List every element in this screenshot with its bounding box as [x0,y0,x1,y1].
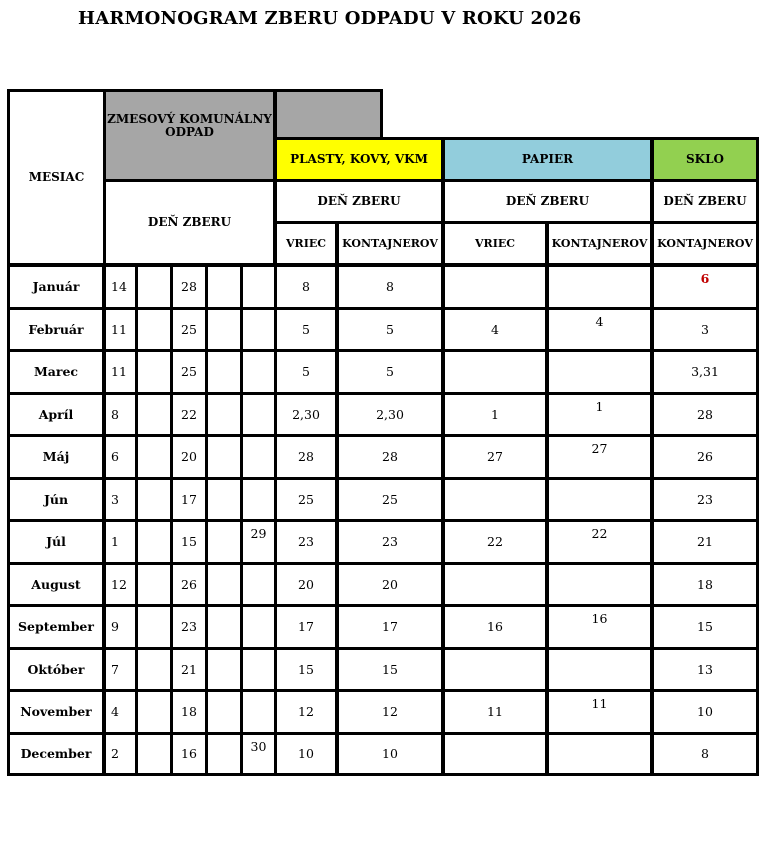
papier-kontajnerov-cell: 1 [547,392,653,437]
plasty-vriec-cell: 15 [275,647,338,692]
sklo-kontajnerov-cell: 15 [652,604,759,649]
header-plasty: PLASTY, KOVY, VKM [275,137,444,182]
zmesovy-day-2 [136,562,172,607]
zmesovy-day-4 [206,349,242,394]
month-cell: Máj [7,434,105,479]
month-cell: Jún [7,477,105,522]
sklo-kontajnerov-cell: 26 [652,434,759,479]
header-plasty-kontajnerov: KONTAJNEROV [337,222,444,266]
zmesovy-day-4 [206,647,242,692]
sklo-kontajnerov-cell: 21 [652,519,759,564]
zmesovy-day-5 [241,434,276,479]
zmesovy-day-3: 26 [171,562,207,607]
zmesovy-day-3: 20 [171,434,207,479]
zmesovy-day-1: 4 [104,689,137,734]
sklo-kontajnerov-cell: 18 [652,562,759,607]
zmesovy-day-1: 1 [104,519,137,564]
plasty-vriec-cell: 2,30 [275,392,338,437]
zmesovy-day-4 [206,732,242,777]
zmesovy-day-5: 29 [241,519,276,564]
zmesovy-day-5 [241,392,276,437]
document-title: HARMONOGRAM ZBERU ODPADU V ROKU 2026 [78,8,582,29]
header-den-zberu-plasty: DEŇ ZBERU [275,180,444,224]
zmesovy-day-4 [206,562,242,607]
plasty-vriec-cell: 23 [275,519,338,564]
papier-kontajnerov-cell: 27 [547,434,653,479]
header-papier-kontajnerov: KONTAJNEROV [547,222,653,266]
month-cell: November [7,689,105,734]
zmesovy-day-5 [241,307,276,352]
header-sklo: SKLO [652,137,759,182]
header-den-zberu-zmesovy: DEŇ ZBERU [104,180,276,266]
zmesovy-day-1: 7 [104,647,137,692]
plasty-kontajnerov-cell: 20 [337,562,444,607]
plasty-kontajnerov-cell: 8 [337,264,444,309]
papier-vriec-cell: 27 [443,434,548,479]
zmesovy-day-4 [206,519,242,564]
papier-kontajnerov-cell [547,349,653,394]
sklo-kontajnerov-cell: 13 [652,647,759,692]
papier-kontajnerov-cell [547,477,653,522]
plasty-kontajnerov-cell: 2,30 [337,392,444,437]
zmesovy-day-3: 15 [171,519,207,564]
plasty-vriec-cell: 5 [275,307,338,352]
plasty-vriec-cell: 12 [275,689,338,734]
zmesovy-day-5 [241,264,276,309]
plasty-kontajnerov-cell: 28 [337,434,444,479]
plasty-vriec-cell: 28 [275,434,338,479]
zmesovy-day-2 [136,604,172,649]
sklo-kontajnerov-cell: 8 [652,732,759,777]
zmesovy-day-1: 6 [104,434,137,479]
header-papier: PAPIER [443,137,653,182]
plasty-kontajnerov-cell: 17 [337,604,444,649]
zmesovy-day-3: 23 [171,604,207,649]
zmesovy-day-2 [136,349,172,394]
papier-kontajnerov-cell [547,647,653,692]
sklo-kontajnerov-cell: 3 [652,307,759,352]
papier-vriec-cell [443,732,548,777]
zmesovy-day-3: 25 [171,307,207,352]
zmesovy-day-4 [206,604,242,649]
zmesovy-day-3: 18 [171,689,207,734]
zmesovy-day-1: 14 [104,264,137,309]
zmesovy-day-4 [206,392,242,437]
zmesovy-day-2 [136,647,172,692]
month-cell: December [7,732,105,777]
papier-vriec-cell [443,264,548,309]
zmesovy-day-1: 9 [104,604,137,649]
papier-vriec-cell: 22 [443,519,548,564]
plasty-vriec-cell: 10 [275,732,338,777]
plasty-kontajnerov-cell: 23 [337,519,444,564]
zmesovy-day-3: 17 [171,477,207,522]
papier-vriec-cell [443,647,548,692]
month-cell: Júl [7,519,105,564]
zmesovy-day-2 [136,519,172,564]
papier-vriec-cell [443,477,548,522]
zmesovy-day-5 [241,349,276,394]
zmesovy-day-1: 11 [104,307,137,352]
plasty-vriec-cell: 25 [275,477,338,522]
zmesovy-day-2 [136,392,172,437]
papier-kontajnerov-cell: 22 [547,519,653,564]
papier-kontajnerov-cell: 4 [547,307,653,352]
papier-kontajnerov-cell: 11 [547,689,653,734]
plasty-kontajnerov-cell: 15 [337,647,444,692]
zmesovy-day-5 [241,477,276,522]
papier-kontajnerov-cell [547,562,653,607]
zmesovy-day-3: 22 [171,392,207,437]
zmesovy-day-5: 30 [241,732,276,777]
zmesovy-day-4 [206,264,242,309]
zmesovy-day-3: 28 [171,264,207,309]
zmesovy-day-2 [136,477,172,522]
zmesovy-day-5 [241,604,276,649]
header-den-zberu-sklo: DEŇ ZBERU [652,180,759,224]
sklo-kontajnerov-cell: 10 [652,689,759,734]
zmesovy-day-1: 8 [104,392,137,437]
plasty-kontajnerov-cell: 25 [337,477,444,522]
header-sklo-kontajnerov: KONTAJNEROV [652,222,759,266]
zmesovy-day-2 [136,264,172,309]
zmesovy-day-3: 25 [171,349,207,394]
plasty-vriec-cell: 17 [275,604,338,649]
zmesovy-day-4 [206,434,242,479]
zmesovy-day-2 [136,689,172,734]
papier-vriec-cell [443,349,548,394]
month-cell: August [7,562,105,607]
plasty-kontajnerov-cell: 5 [337,349,444,394]
month-cell: Február [7,307,105,352]
month-cell: September [7,604,105,649]
papier-kontajnerov-cell [547,732,653,777]
plasty-vriec-cell: 8 [275,264,338,309]
month-cell: Október [7,647,105,692]
zmesovy-day-1: 12 [104,562,137,607]
waste-collection-table [7,89,759,777]
plasty-vriec-cell: 5 [275,349,338,394]
header-zmesovy-odpad: ZMESOVÝ KOMUNÁLNY ODPAD [104,89,276,182]
month-cell: Marec [7,349,105,394]
zmesovy-day-2 [136,307,172,352]
papier-vriec-cell: 1 [443,392,548,437]
plasty-vriec-cell: 20 [275,562,338,607]
papier-vriec-cell [443,562,548,607]
plasty-kontajnerov-cell: 12 [337,689,444,734]
plasty-kontajnerov-cell: 10 [337,732,444,777]
sklo-kontajnerov-cell: 28 [652,392,759,437]
zmesovy-day-3: 21 [171,647,207,692]
papier-vriec-cell: 4 [443,307,548,352]
sklo-kontajnerov-cell: 23 [652,477,759,522]
header-plasty-vriec: VRIEC [275,222,338,266]
zmesovy-day-2 [136,434,172,479]
header-mesiac: MESIAC [7,89,105,266]
papier-kontajnerov-cell [547,264,653,309]
zmesovy-day-4 [206,307,242,352]
month-cell: Apríl [7,392,105,437]
zmesovy-day-1: 11 [104,349,137,394]
header-den-zberu-papier: DEŇ ZBERU [443,180,653,224]
sklo-kontajnerov-cell: 6 [652,264,759,309]
zmesovy-day-4 [206,689,242,734]
header-gray-filler [275,89,383,140]
month-cell: Január [7,264,105,309]
zmesovy-day-2 [136,732,172,777]
zmesovy-day-1: 3 [104,477,137,522]
zmesovy-day-4 [206,477,242,522]
zmesovy-day-5 [241,562,276,607]
zmesovy-day-5 [241,647,276,692]
papier-kontajnerov-cell: 16 [547,604,653,649]
zmesovy-day-3: 16 [171,732,207,777]
plasty-kontajnerov-cell: 5 [337,307,444,352]
papier-vriec-cell: 11 [443,689,548,734]
zmesovy-day-1: 2 [104,732,137,777]
sklo-kontajnerov-cell: 3,31 [652,349,759,394]
papier-vriec-cell: 16 [443,604,548,649]
header-papier-vriec: VRIEC [443,222,548,266]
zmesovy-day-5 [241,689,276,734]
